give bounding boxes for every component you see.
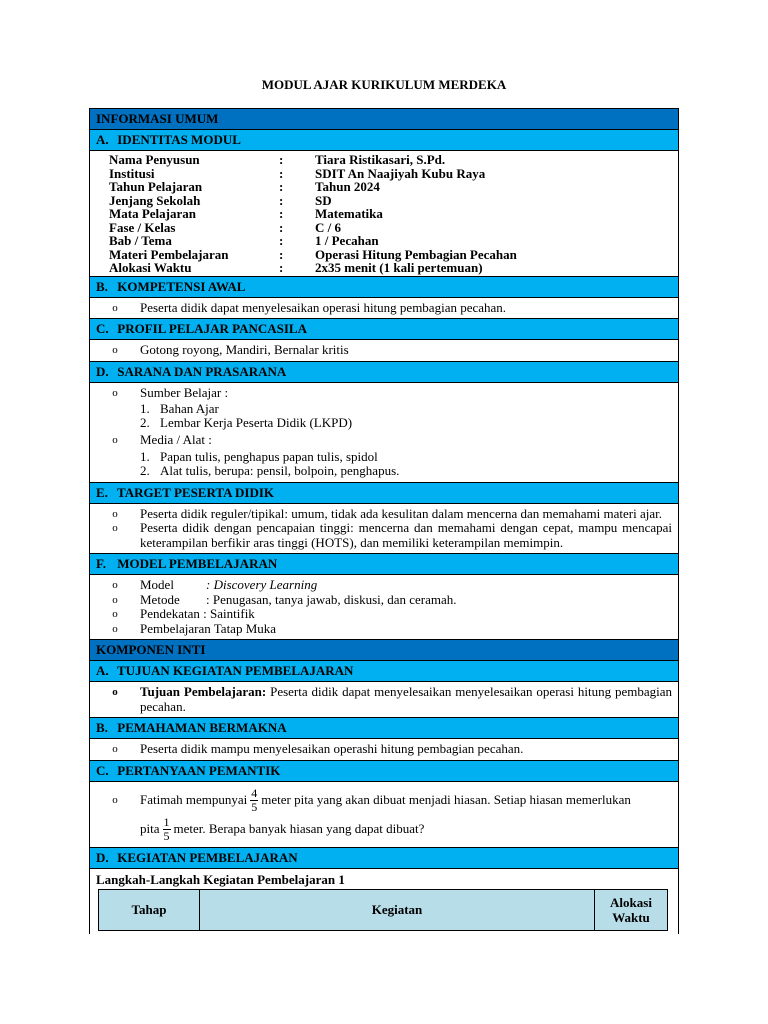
section-letter: A. (96, 663, 109, 678)
list-item-text: Gotong royong, Mandiri, Bernalar kritis (140, 342, 349, 357)
identity-value: SDIT An Naajiyah Kubu Raya (315, 165, 486, 181)
circle-bullet-icon: o (112, 622, 118, 635)
circle-bullet-icon: o (112, 301, 118, 314)
identity-value: Matematika (315, 206, 383, 221)
identity-row: Alokasi Waktu : 2x35 menit (1 kali pertemuan) (109, 261, 678, 275)
fraction-numerator: 1 (163, 814, 170, 829)
section-heading: PERTANYAAN PEMANTIK (117, 762, 281, 778)
question-text: pita (140, 821, 160, 836)
numbered-item-text: Bahan Ajar (160, 401, 219, 416)
list-item (90, 386, 672, 401)
kegiatan-pembelajaran-content (90, 869, 678, 931)
identity-value: Operasi Hitung Pembagian Pecahan (315, 246, 517, 262)
fraction-one-fifth (163, 816, 171, 843)
pemahaman-bermakna-header (90, 718, 678, 739)
question-text: meter. Berapa banyak hiasan yang dapat dibuat? (173, 821, 425, 836)
identity-value: C / 6 (315, 219, 341, 235)
identity-key: Tahun Pelajaran (109, 179, 203, 194)
question-line (90, 816, 672, 843)
list-item-text: Peserta didik dengan pencapaian tinggi: mencerna dan memahami dengan cepat, mampu mencapai keterampilan berfikir aras tinggi (HOTS), dan memiliki keterampilan memimpin. (140, 520, 672, 550)
section-letter: B. (96, 278, 108, 294)
identity-value: 1 / Pecahan (315, 233, 379, 248)
steps-subtitle: Langkah-Langkah Kegiatan Pembelajaran 1 (96, 871, 345, 887)
list-item-text: Sumber Belajar : (140, 384, 229, 400)
circle-bullet-icon: o (112, 579, 118, 591)
list-item-text: Media / Alat : (140, 432, 212, 447)
section-heading: KOMPETENSI AWAL (117, 278, 246, 294)
list-item-text: Peserta didik reguler/tipikal: umum, tidak ada kesulitan dalam mencerna dan memahami materi ajar. (140, 505, 662, 521)
identity-row: Materi Pembelajaran : Operasi Hitung Pembagian Pecahan (109, 248, 678, 262)
col-header-alokasi-line2: Waktu (612, 909, 650, 925)
circle-bullet-icon: o (112, 593, 118, 606)
circle-bullet-icon: o (112, 743, 118, 755)
list-item (90, 507, 672, 522)
section-heading: IDENTITAS MODUL (117, 132, 241, 147)
identity-value: Tiara Ristikasari, S.Pd. (315, 152, 446, 167)
module-table (89, 108, 679, 934)
identity-key: Alokasi Waktu (109, 260, 192, 275)
tujuan-kegiatan-content (90, 682, 678, 718)
profil-pelajar-content (90, 340, 678, 362)
list-item (90, 607, 672, 622)
fraction-denominator: 5 (251, 799, 258, 814)
target-peserta-content (90, 504, 678, 555)
circle-bullet-icon: o (112, 686, 118, 698)
identity-value: Tahun 2024 (315, 179, 380, 194)
col-header-kegiatan: Kegiatan (200, 889, 595, 930)
model-value: : Discovery Learning (206, 577, 318, 592)
numbered-item-text: Alat tulis, berupa: pensil, bolpoin, penghapus. (160, 462, 400, 478)
identity-row: Mata Pelajaran : Matematika (109, 207, 678, 221)
section-heading: SARANA DAN PRASARANA (117, 363, 287, 379)
identity-row: Institusi : SDIT An Naajiyah Kubu Raya (109, 167, 678, 181)
sarana-prasarana-content (90, 383, 678, 483)
section-heading: KEGIATAN PEMBELAJARAN (117, 849, 298, 865)
tujuan-text: Peserta didik dapat menyelesaikan menyelesaikan operasi hitung pembagian pecahan. (140, 684, 673, 714)
section-heading: MODEL PEMBELAJARAN (117, 556, 278, 571)
question-line (90, 787, 672, 814)
pertanyaan-pemantik-header (90, 761, 678, 782)
model-pembelajaran-header (90, 554, 678, 575)
section-heading: TUJUAN KEGIATAN PEMBELAJARAN (117, 663, 354, 678)
identitas-modul-content (90, 151, 678, 277)
numbered-item-text: Papan tulis, penghapus papan tulis, spidol (160, 448, 378, 464)
list-item (90, 685, 672, 714)
model-key: Model (140, 577, 174, 592)
section-letter: F. (96, 556, 106, 571)
identity-key: Fase / Kelas (109, 219, 176, 235)
circle-bullet-icon: o (112, 386, 118, 399)
identity-key: Materi Pembelajaran (109, 246, 229, 262)
fraction-numerator: 4 (251, 785, 258, 800)
list-item (90, 742, 672, 757)
section-letter: D. (96, 849, 109, 865)
section-letter: C. (96, 321, 109, 336)
list-item-text: Peserta didik dapat menyelesaikan operasi hitung pembagian pecahan. (140, 299, 507, 315)
fraction-four-fifths (250, 787, 258, 814)
list-item (90, 622, 672, 637)
circle-bullet-icon: o (112, 793, 118, 806)
section-letter: A. (96, 132, 109, 147)
identitas-modul-header (90, 130, 678, 151)
numbered-item-text: Lembar Kerja Peserta Didik (LKPD) (160, 415, 353, 430)
tujuan-label: Tujuan Pembelajaran: (140, 684, 267, 699)
col-header-tahap: Tahap (99, 889, 200, 930)
identity-key: Jenjang Sekolah (109, 192, 201, 208)
informasi-umum-header: INFORMASI UMUM (90, 109, 678, 130)
identity-row: Jenjang Sekolah : SD (109, 194, 678, 208)
target-peserta-header (90, 483, 678, 504)
identity-value: 2x35 menit (1 kali pertemuan) (315, 260, 483, 275)
pemahaman-bermakna-content (90, 739, 678, 761)
identity-key: Nama Penyusun (109, 152, 200, 167)
section-letter: E. (96, 484, 108, 500)
pertanyaan-pemantik-content (90, 782, 678, 848)
circle-bullet-icon: o (112, 608, 118, 620)
komponen-inti-header: KOMPONEN INTI (90, 640, 678, 661)
section-letter: C. (96, 762, 109, 778)
document-title: MODUL AJAR KURIKULUM MERDEKA (261, 77, 507, 92)
section-letter: B. (96, 720, 108, 735)
identity-row: Tahun Pelajaran : Tahun 2024 (109, 180, 678, 194)
pendekatan-text: Pendekatan : Saintifik (140, 606, 255, 621)
list-item (90, 521, 672, 550)
tatap-muka-text: Pembelajaran Tatap Muka (140, 620, 277, 636)
kegiatan-pembelajaran-header (90, 848, 678, 869)
identity-value: SD (315, 192, 332, 208)
identity-row: Bab / Tema : 1 / Pecahan (109, 234, 678, 248)
numbered-item: 1. Bahan Ajar (140, 401, 219, 416)
question-text: meter pita yang akan dibuat menjadi hiasan. Setiap hiasan memerlukan (261, 791, 631, 807)
circle-bullet-icon: o (112, 434, 118, 446)
steps-table-header-row (99, 889, 668, 930)
steps-table (98, 889, 668, 931)
circle-bullet-icon: o (112, 344, 118, 356)
metode-key: Metode (140, 591, 180, 607)
kompetensi-awal-header (90, 277, 678, 298)
identity-key: Institusi (109, 165, 155, 181)
list-item (90, 301, 672, 316)
fraction-denominator: 5 (163, 828, 170, 843)
numbered-item: 2. Alat tulis, berupa: pensil, bolpoin, penghapus. (140, 462, 400, 478)
list-item (90, 433, 672, 448)
identity-key: Bab / Tema (109, 233, 172, 248)
section-letter: D. (96, 363, 109, 379)
numbered-item: 2. Lembar Kerja Peserta Didik (LKPD) (140, 415, 353, 430)
model-pembelajaran-content (90, 575, 678, 640)
kompetensi-awal-content (90, 298, 678, 320)
section-heading: PROFIL PELAJAR PANCASILA (117, 321, 307, 336)
sarana-prasarana-header (90, 362, 678, 383)
circle-bullet-icon: o (112, 507, 118, 520)
col-header-alokasi-line1: Alokasi (610, 894, 652, 910)
list-item (90, 578, 672, 593)
tujuan-kegiatan-header (90, 661, 678, 682)
identity-key: Mata Pelajaran (109, 206, 197, 221)
list-item-text: Peserta didik mampu menyelesaikan operashi hitung pembagian pecahan. (140, 741, 524, 756)
question-text: Fatimah mempunyai (140, 791, 248, 807)
section-heading: TARGET PESERTA DIDIK (117, 484, 275, 500)
metode-value: : Penugasan, tanya jawab, diskusi, dan ceramah. (206, 591, 457, 607)
col-header-alokasi (595, 889, 668, 930)
profil-pelajar-header (90, 319, 678, 340)
list-item (90, 593, 672, 608)
identity-row: Nama Penyusun : Tiara Ristikasari, S.Pd. (109, 153, 678, 167)
list-item (90, 343, 672, 358)
section-heading: PEMAHAMAN BERMAKNA (117, 720, 287, 735)
numbered-item: 1. Papan tulis, penghapus papan tulis, spidol (140, 448, 378, 464)
identity-row: Fase / Kelas : C / 6 (109, 221, 678, 235)
circle-bullet-icon: o (112, 522, 118, 534)
